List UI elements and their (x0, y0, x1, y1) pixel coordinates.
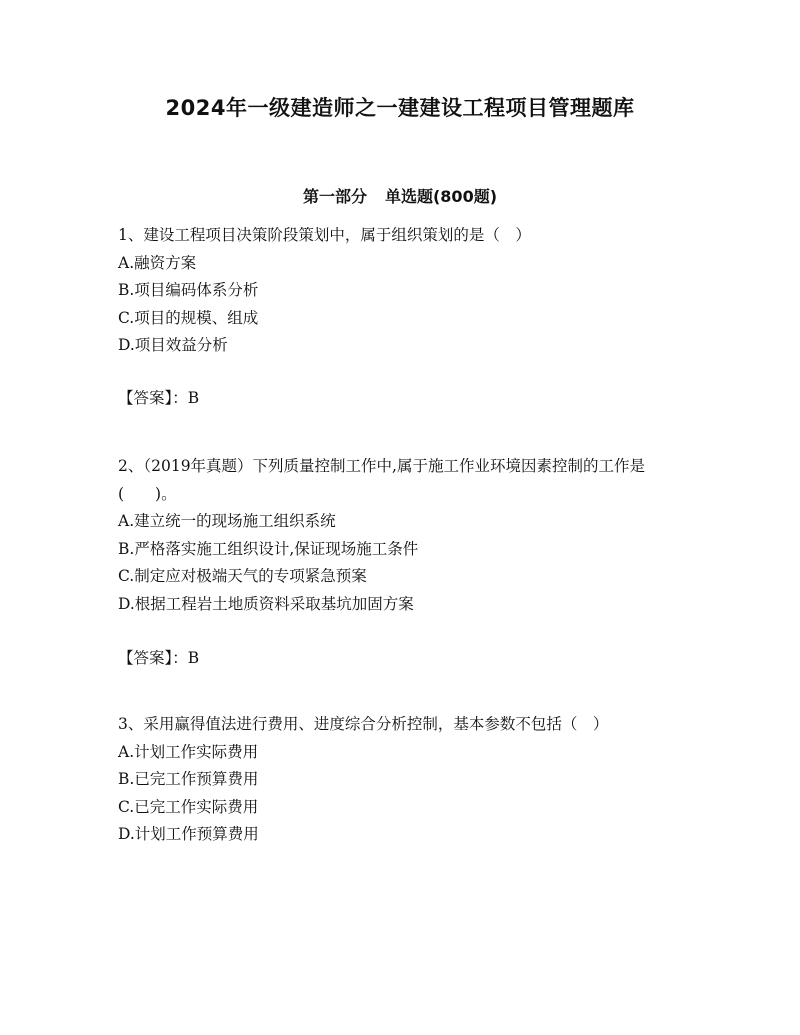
question-stem: 2、（2019年真题）下列质量控制工作中,属于施工作业环境因素控制的工作是( )。 (118, 457, 645, 503)
question-option-d: D.根据工程岩土地质资料采取基坑加固方案 (118, 594, 414, 613)
answer-value: ：B (172, 389, 200, 407)
question-option-b: B.严格落实施工组织设计,保证现场施工条件 (118, 539, 419, 558)
question-stem: 3、采用赢得值法进行费用、进度综合分析控制，基本参数不包括（ ） (118, 715, 609, 733)
document-title: 2024年一级建造师之一建建设工程项目管理题库 (165, 96, 635, 120)
question-3 (118, 711, 678, 849)
question-option-d: D.计划工作预算费用 (118, 825, 259, 843)
question-option-a: A.建立统一的现场施工组织系统 (118, 512, 336, 530)
question-option-d: D.项目效益分析 (118, 336, 228, 354)
section-name: 第一部分 (302, 187, 367, 206)
section-subtitle: 单选题(800题) (384, 187, 498, 206)
question-option-b: B.项目编码体系分析 (118, 281, 259, 299)
question-option-c: C.已完工作实际费用 (118, 797, 259, 816)
answer-value: ：B (172, 649, 200, 667)
question-1 (118, 222, 678, 360)
question-option-a: A.计划工作实际费用 (118, 742, 259, 761)
question-2 (118, 453, 678, 618)
question-stem: 1、建设工程项目决策阶段策划中，属于组织策划的是（ ） (118, 226, 531, 244)
question-option-c: C.制定应对极端天气的专项紧急预案 (118, 567, 367, 585)
question-option-b: B.已完工作预算费用 (118, 770, 259, 788)
section-heading (0, 184, 800, 207)
answer-label: 【答案】 (118, 649, 173, 667)
answer-1 (118, 385, 199, 412)
question-option-a: A.融资方案 (118, 253, 197, 272)
answer-2 (118, 645, 199, 672)
question-option-c: C.项目的规模、组成 (118, 308, 259, 327)
answer-label: 【答案】 (118, 389, 173, 407)
